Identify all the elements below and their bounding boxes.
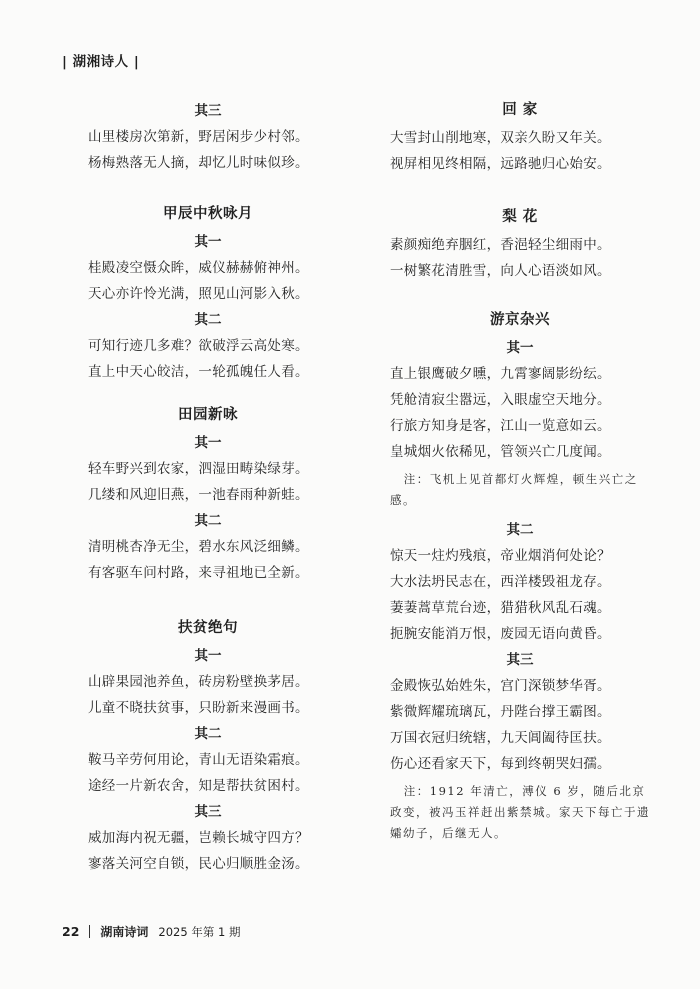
magazine-name: 湖南诗词	[100, 925, 149, 939]
poem-line: 扼腕安能消万恨，废园无语向黄昏。	[390, 626, 611, 642]
poem-line: 有客驱车问村路，来寻祖地已全新。	[88, 565, 309, 581]
poem-line: 山辟果园池养鱼，砖房粉壁换茅居。	[88, 674, 309, 690]
poem-line: 一树繁花清胜雪，向人心语淡如风。	[390, 263, 611, 279]
section-label: 其二	[194, 513, 222, 529]
poem-line: 素颜痴绝弃胭红，香浥轻尘细雨中。	[390, 237, 611, 253]
poem-title: 田园新咏	[178, 406, 238, 423]
page-footer	[62, 923, 240, 940]
poem-line: 杨梅熟落无人摘，却忆儿时味似珍。	[88, 155, 309, 171]
poem-line: 视屏相见终相隔，远路驰归心始安。	[390, 156, 611, 172]
section-label: 其一	[506, 340, 534, 356]
section-label: 其二	[194, 726, 222, 742]
section-label: 其一	[194, 648, 222, 664]
poem-line: 皇城烟火依稀见，管领兴亡几度闻。	[390, 444, 611, 460]
issue-label: 2025 年第 1 期	[158, 924, 241, 939]
poem-line: 寥落关河空自锁，民心归顺胜金汤。	[88, 856, 309, 872]
poem-line: 山里楼房次第新，野居闲步少村邻。	[88, 129, 309, 145]
section-label: 其三	[194, 804, 222, 820]
poem-line: 儿童不晓扶贫事，只盼新来漫画书。	[88, 700, 309, 716]
section-header: | 湖湘诗人 |	[62, 54, 140, 70]
page-number: 22	[62, 924, 80, 939]
poem-title: 扶贫绝句	[178, 619, 238, 636]
poem-line: 万国衣冠归统辖，九天阊阖待匡扶。	[390, 730, 611, 746]
poem-line: 途经一片新农舍，知是帮扶贫困村。	[88, 778, 309, 794]
poem-title: 甲辰中秋咏月	[163, 205, 253, 222]
poem-line: 桂殿凌空慑众眸，威仪赫赫俯神州。	[88, 260, 309, 276]
poem-line: 轻车野兴到农家，泗湿田畴染绿芽。	[88, 461, 309, 477]
poem-note: 注：1912 年清亡，溥仪 6 岁，随后北京政变，被冯玉祥赶出紫禁城。家天下每亡于遗孀幼子，后继无人。	[390, 784, 650, 840]
footer-divider	[89, 925, 90, 938]
poem-line: 直上中天心皎洁，一轮孤魄任人看。	[88, 364, 309, 380]
poem-title: 回 家	[502, 101, 538, 118]
right-column	[390, 98, 650, 850]
poem-line: 伤心还看家天下，每到终朝哭妇孺。	[390, 756, 611, 772]
poem-line: 鞍马辛劳何用论，青山无语染霜痕。	[88, 752, 309, 768]
section-label: 其一	[194, 435, 222, 451]
section-label: 其二	[506, 522, 534, 538]
section-label: 其三	[194, 103, 222, 119]
poem-line: 大水法坍民志在，西洋楼毁祖龙存。	[390, 574, 611, 590]
poem-line: 惊天一炷灼残痕，帝业烟消何处论？	[390, 548, 611, 564]
poem-title: 梨 花	[502, 208, 538, 225]
poem-line: 清明桃杏净无尘，碧水东风泛细鳞。	[88, 539, 309, 555]
poem-note: 注：飞机上见首都灯火辉煌，顿生兴亡之感。	[390, 472, 638, 507]
poem-line: 凭舱清寂尘嚣远，入眼虚空天地分。	[390, 392, 611, 408]
section-label: 其三	[506, 652, 534, 668]
section-label: 其二	[194, 312, 222, 328]
poem-line: 金殿恢弘始姓朱，宫门深锁梦华胥。	[390, 678, 611, 694]
poem-line: 可知行迹几多难？欲破浮云高处寒。	[88, 338, 309, 354]
poem-line: 直上银鹰破夕曛，九霄寥阔影纷纭。	[390, 366, 611, 382]
poem-line: 天心亦许怜光满，照见山河影入秋。	[88, 286, 309, 302]
poem-line: 大雪封山削地寒，双亲久盼又年关。	[390, 130, 611, 146]
poem-line: 威加海内祝无疆，岂赖长城守四方？	[88, 830, 309, 846]
poem-line: 行旅方知身是客，江山一览意如云。	[390, 418, 611, 434]
poem-line: 几缕和风迎旧燕，一池春雨种新蛙。	[88, 487, 309, 503]
poem-title: 游京杂兴	[490, 311, 550, 328]
section-label: 其一	[194, 234, 222, 250]
left-column	[88, 98, 328, 877]
poem-line: 萋萋蒿草荒台迹，猎猎秋风乱石魂。	[390, 600, 611, 616]
poem-line: 紫微辉耀琉璃瓦，丹陛台撑王霸图。	[390, 704, 611, 720]
